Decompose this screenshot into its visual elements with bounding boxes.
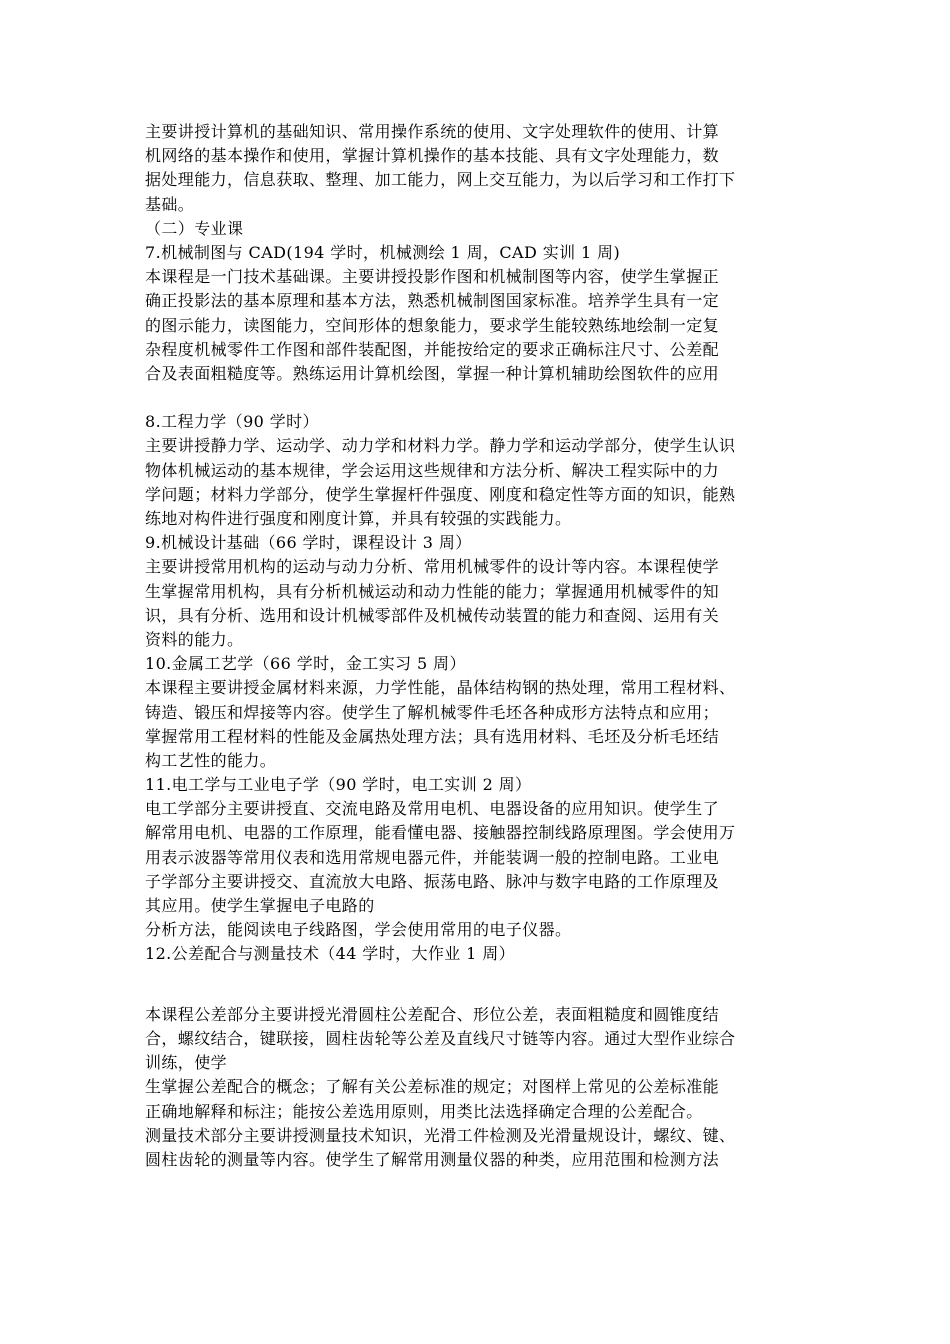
document-page (145, 120, 810, 1172)
text-line: 机网络的基本操作和使用，掌握计算机操作的基本技能、具有文字处理能力，数 (145, 146, 720, 166)
text-line: 练地对构件进行强度和刚度计算，并具有较强的实践能力。 (145, 509, 572, 528)
text-line: 资料的能力。 (145, 629, 244, 649)
text-line: 生掌握公差配合的概念；了解有关公差标准的规定；对图样上常见的公差标准能 (145, 1077, 720, 1097)
paragraph-intro-computer (145, 120, 810, 217)
section-heading: （二）专业课 (145, 218, 244, 238)
section-heading-major-courses (145, 217, 810, 241)
course-title: 12.公差配合与测量技术（44 学时，大作业 1 周） (145, 944, 516, 964)
text-line: 合，螺纹结合，键联接，圆柱齿轮等公差及直线尺寸链等内容。通过大型作业综合 (145, 1028, 736, 1048)
course-title: 10.金属工艺学（66 学时，金工实习 5 周） (145, 654, 466, 674)
text-line: 正确地解释和标注；能按公差选用原则，用类比法选择确定合理的公差配合。 (145, 1101, 703, 1121)
course-10 (145, 652, 810, 773)
text-line: 掌握常用工程材料的性能及金属热处理方法；具有选用材料、毛坯及分析毛坯结 (145, 726, 720, 746)
course-8 (145, 410, 810, 531)
text-line: 本课程主要讲授金属材料来源，力学性能，晶体结构钢的热处理，常用工程材料、 (145, 678, 736, 698)
text-line: 确正投影法的基本原理和基本方法，熟悉机械制图国家标准。培养学生具有一定 (145, 291, 720, 311)
course-title: 7.机械制图与 CAD(194 学时，机械测绘 1 周，CAD 实训 1 周) (145, 242, 621, 262)
text-line: 基础。 (145, 194, 195, 214)
text-line: 物体机械运动的基本规律，学会运用这些规律和方法分析、解决工程实际中的力 (145, 460, 720, 480)
text-line: 其应用。使学生掌握电子电路的 (145, 896, 375, 915)
course-11 (145, 773, 810, 942)
text-line: 杂程度机械零件工作图和部件装配图，并能按给定的要求正确标注尺寸、公差配 (145, 339, 720, 359)
text-line: 学问题；材料力学部分，使学生掌握杆件强度、刚度和稳定性等方面的知识，能熟 (145, 484, 736, 504)
text-line: 主要讲授常用机构的运动与动力分析、常用机械零件的设计等内容。本课程使学 (145, 557, 720, 577)
text-line: 的图示能力，读图能力，空间形体的想象能力，要求学生能较熟练地绘制一定复 (145, 315, 720, 335)
blank-line (145, 991, 810, 1003)
text-line: 子学部分主要讲授交、直流放大电路、振荡电路、脉冲与数字电路的工作原理及 (145, 871, 720, 891)
course-title: 8.工程力学（90 学时） (145, 412, 319, 432)
blank-line (145, 386, 810, 410)
text-line: 电工学部分主要讲授直、交流电路及常用电机、电器设备的应用知识。使学生了 (145, 799, 720, 819)
text-line: 生掌握常用机构，具有分析机械运动和动力性能的能力；掌握通用机械零件的知 (145, 581, 720, 601)
text-line: 铸造、锻压和焊接等内容。使学生了解机械零件毛坯各种成形方法特点和应用； (145, 702, 720, 722)
text-line: 分析方法，能阅读电子线路图，学会使用常用的电子仪器。 (145, 920, 572, 940)
text-line: 合及表面粗糙度等。熟练运用计算机绘图，掌握一种计算机辅助绘图软件的应用 (145, 363, 720, 383)
course-title: 11.电工学与工业电子学（90 学时，电工实训 2 周） (145, 775, 532, 795)
course-9 (145, 531, 810, 652)
text-line: 测量技术部分主要讲授测量技术知识，光滑工件检测及光滑量规设计，螺纹、键、 (145, 1125, 736, 1145)
text-line: 圆柱齿轮的测量等内容。使学生了解常用测量仪器的种类，应用范围和检测方法 (145, 1149, 720, 1169)
text-line: 据处理能力，信息获取、整理、加工能力，网上交互能力，为以后学习和工作打下 (145, 170, 736, 190)
text-line: 主要讲授静力学、运动学、动力学和材料力学。静力学和运动学部分，使学生认识 (145, 436, 736, 456)
text-line: 主要讲授计算机的基础知识、常用操作系统的使用、文字处理软件的使用、计算 (145, 122, 720, 141)
text-line: 训练，使学 (145, 1053, 228, 1073)
blank-line (145, 967, 810, 991)
course-7 (145, 241, 810, 410)
course-title: 9.机械设计基础（66 学时，课程设计 3 周） (145, 533, 472, 553)
course-12 (145, 942, 810, 1172)
text-line: 解常用电机、电器的工作原理，能看懂电器、接触器控制线路原理图。学会使用万 (145, 823, 736, 843)
text-line: 用表示波器等常用仪表和选用常规电器元件，并能装调一般的控制电路。工业电 (145, 847, 720, 867)
text-line: 识，具有分析、选用和设计机械零部件及机械传动装置的能力和查阅、运用有关 (145, 605, 720, 625)
text-line: 构工艺性的能力。 (145, 750, 277, 770)
text-line: 本课程是一门技术基础课。主要讲授投影作图和机械制图等内容，使学生掌握正 (145, 267, 720, 287)
text-line: 本课程公差部分主要讲授光滑圆柱公差配合、形位公差，表面粗糙度和圆锥度结 (145, 1004, 720, 1024)
